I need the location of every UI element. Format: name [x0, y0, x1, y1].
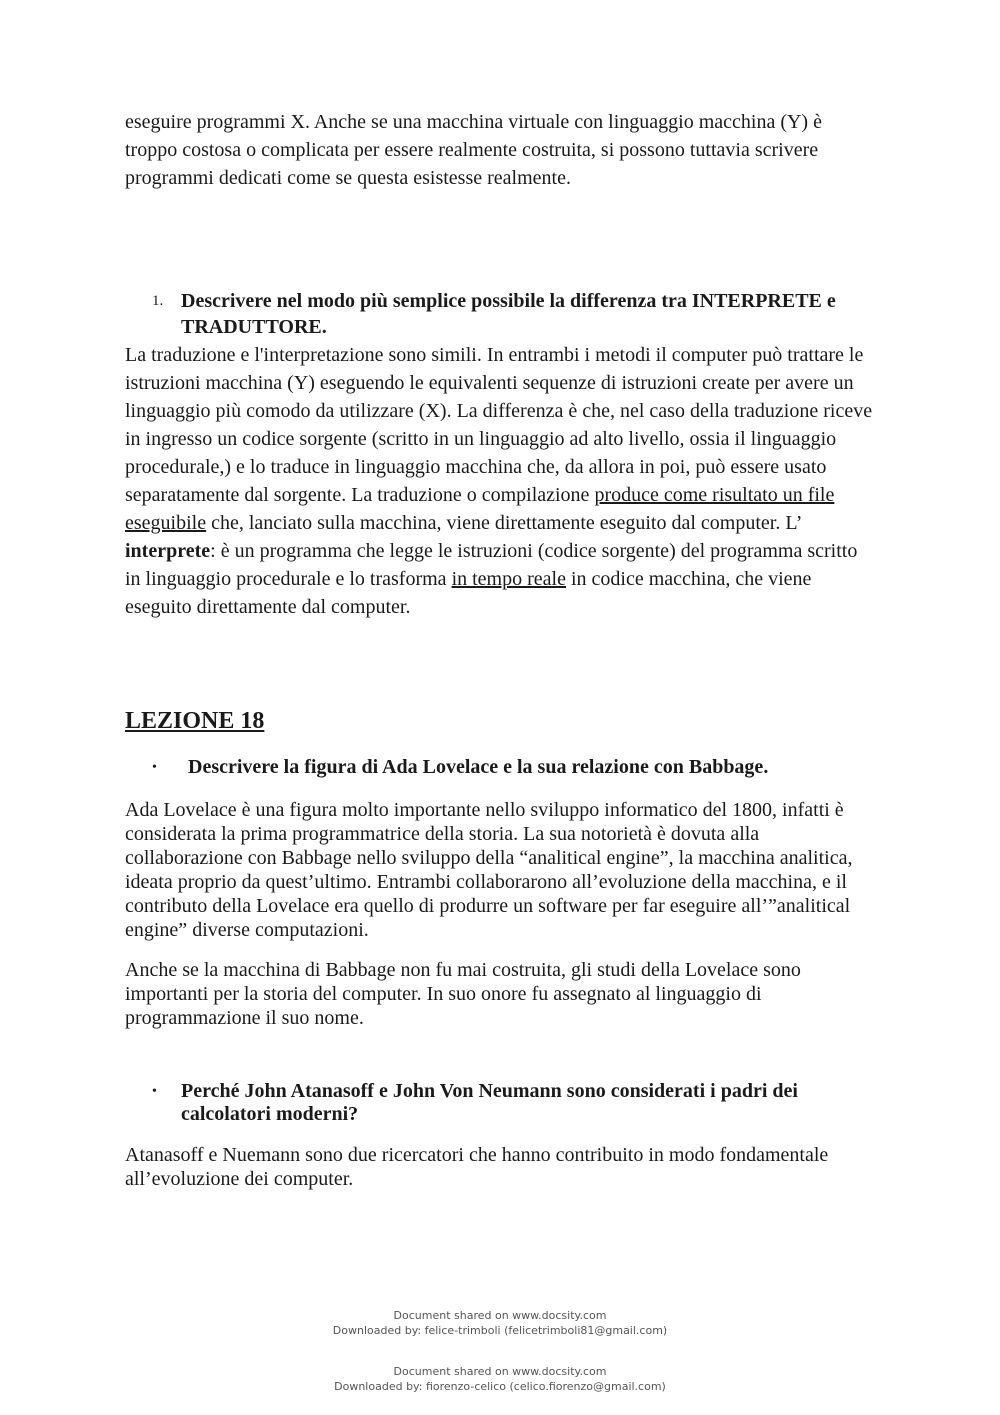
- bullet-question-text: Perché John Atanasoff e John Von Neumann sono considerati i padri dei calcolatori moderni?: [181, 1080, 798, 1125]
- question-1-number: 1.: [152, 293, 164, 309]
- docsity-footer: [0, 1364, 1000, 1394]
- bold-term: interprete: [125, 540, 211, 562]
- bullet-question-text: Descrivere la figura di Ada Lovelace e la sua relazione con Babbage.: [188, 756, 769, 778]
- footer-shared-text: Document shared on www.docsity.com: [393, 1365, 607, 1378]
- footer-downloaded-text: Downloaded by: fiorenzo-celico (celico.fiorenzo@gmail.com): [334, 1380, 666, 1393]
- lesson-heading: LEZIONE 18: [125, 708, 265, 734]
- bullet-marker: •: [152, 1084, 157, 1099]
- answer-1-text: : è un programma che legge le istruzioni (codice sorgente) del programma scritto in linguaggio procedurale e lo trasforma: [125, 540, 858, 590]
- answer-1-text: La traduzione e l'interpretazione sono simili. In entrambi i metodi il computer può trattare le istruzioni macchina (Y) eseguendo le equivalenti sequenze di istruzioni create per avere un linguaggio più comodo da utilizzare (X). La differenza è che, nel caso della traduzione riceve in ingresso un codice sorgente (scritto in un linguaggio ad alto livello, ossia il linguaggio procedurale,) e lo traduce in linguaggio macchina che, da allora in poi, può essere usato separatamente dal sorgente. La traduzione o compilazione: [125, 344, 873, 506]
- answer-3-paragraph: Atanasoff e Nuemann sono due ricercatori che hanno contribuito in modo fondamentale all’evoluzione dei computer.: [125, 1144, 829, 1190]
- footer-downloaded-text: Downloaded by: felice-trimboli (felicetrimboli81@gmail.com): [332, 1324, 668, 1337]
- bullet-marker: •: [152, 760, 157, 775]
- footer-shared-text: Document shared on www.docsity.com: [393, 1309, 607, 1322]
- answer-1-paragraph: [125, 341, 875, 621]
- answer-2-paragraph-2: Anche se la macchina di Babbage non fu mai costruita, gli studi della Lovelace sono importanti per la storia del computer. In suo onore fu assegnato al linguaggio di programmazione il suo nome.: [125, 959, 801, 1029]
- underlined-phrase: produce come risultato un file eseguibile: [125, 484, 835, 534]
- answer-1-text: che, lanciato sulla macchina, viene direttamente eseguito dal computer. L’: [206, 512, 801, 534]
- question-1-text: Descrivere nel modo più semplice possibile la differenza tra INTERPRETE e TRADUTTORE.: [181, 290, 836, 338]
- answer-1-text: in codice macchina, che viene eseguito direttamente dal computer.: [125, 568, 812, 618]
- answer-2-paragraph-1: Ada Lovelace è una figura molto importante nello sviluppo informatico del 1800, infatti è considerata la prima programmatrice della storia. La sua notorietà è dovuta alla collaborazione con Babbage nello sviluppo della “analitical engine”, la macchina analitica, ideata proprio da quest’ultimo. Entrambi collaborarono all’evoluzione della macchina, e il contributo della Lovelace era quello di produrre un software per far eseguire all’”analitical engine” diverse computazioni.: [125, 799, 853, 941]
- docsity-footer: [0, 1308, 1000, 1338]
- intro-paragraph: eseguire programmi X. Anche se una macchina virtuale con linguaggio macchina (Y) è troppo costosa o complicata per essere realmente costruita, si possono tuttavia scrivere programmi dedicati come se questa esistesse realmente.: [125, 111, 822, 189]
- underlined-phrase: in tempo reale: [451, 568, 566, 590]
